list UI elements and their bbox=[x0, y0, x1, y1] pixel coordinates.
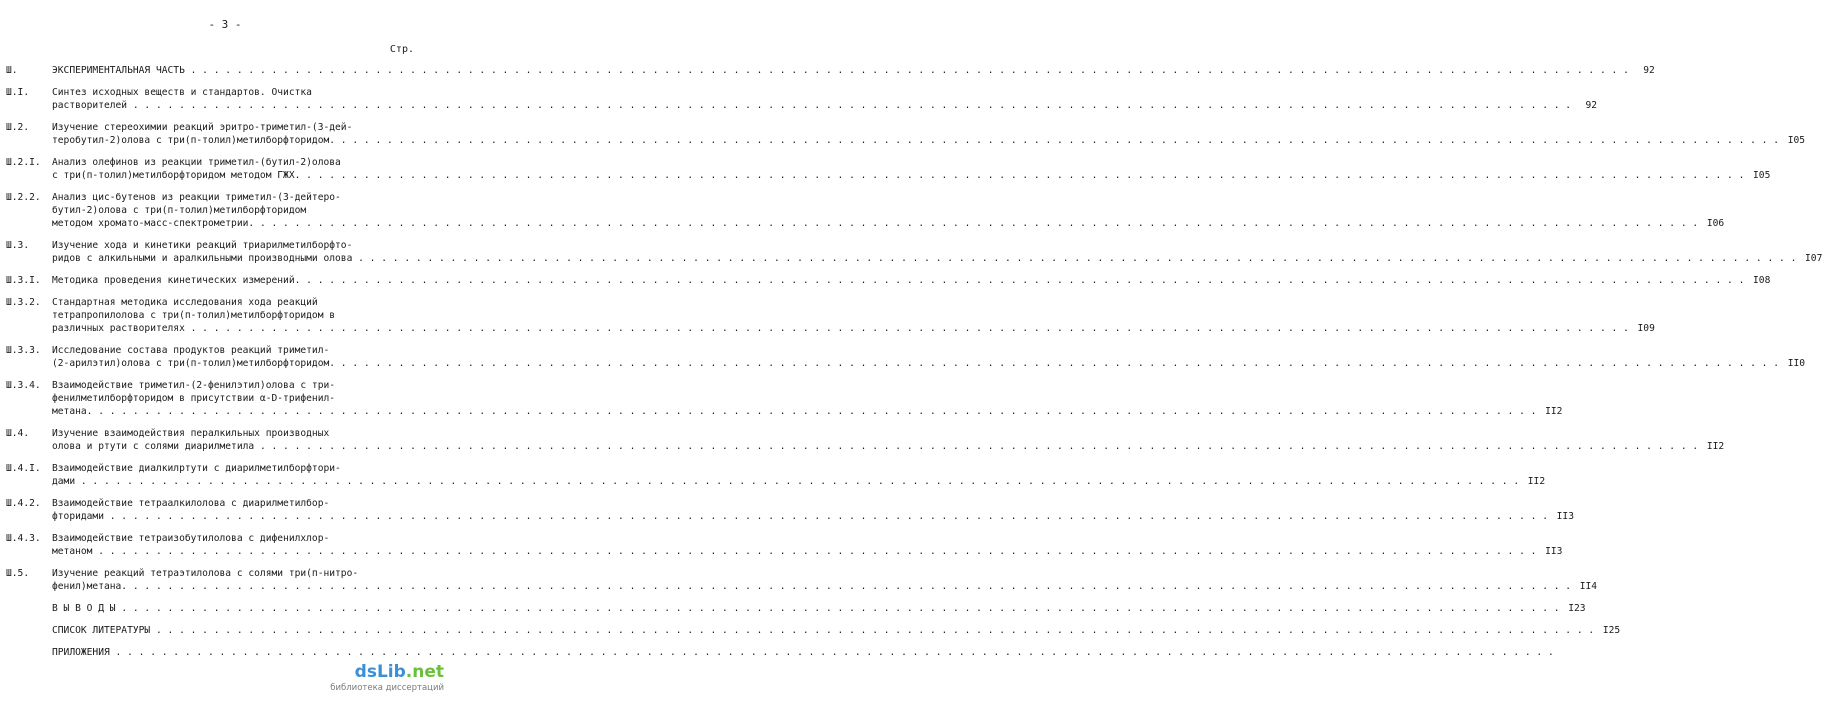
toc-entry bbox=[6, 379, 1563, 418]
toc-entry-page: II4 bbox=[1577, 580, 1597, 593]
toc-entry-text: методом хромато-масс-спектрометрии. . . . bbox=[52, 217, 1724, 230]
toc-entry-page: II2 bbox=[1542, 405, 1562, 418]
toc-entry-number: Ш. bbox=[6, 65, 18, 76]
toc-entry-page: I08 bbox=[1750, 274, 1770, 287]
toc-entry bbox=[6, 567, 1598, 593]
toc-entry-text: Взаимодействие тетраалкилолова с диарилметилбор- bbox=[52, 498, 330, 509]
toc-entry-number: Ш.2.2. bbox=[6, 192, 41, 203]
toc-entry bbox=[6, 239, 1822, 265]
toc-entry-page: II0 bbox=[1785, 357, 1805, 370]
toc-entry bbox=[6, 497, 1574, 523]
toc-entry bbox=[6, 296, 1655, 335]
toc-entry-text: метаном . . . bbox=[52, 545, 1562, 558]
toc-entry-text: Изучение хода и кинетики реакций триарилметилборфто- bbox=[52, 240, 353, 251]
toc-entry bbox=[6, 646, 420, 659]
toc-entry-text: ЭКСПЕРИМЕНТАЛЬНАЯ ЧАСТЬ . . . bbox=[52, 64, 1655, 77]
toc-entry-text: различных растворителях . . . bbox=[52, 322, 1655, 335]
toc-entry-number: Ш.3.3. bbox=[6, 345, 41, 356]
toc-entry bbox=[6, 532, 1563, 558]
toc-entry-number: Ш.3.2. bbox=[6, 297, 41, 308]
toc-entry-number: Ш.I. bbox=[6, 87, 30, 98]
toc-entry-text: Анализ олефинов из реакции триметил-(бутил-2)олова bbox=[52, 157, 341, 168]
toc-entry-text: фенил)метана. . . . bbox=[52, 580, 1597, 593]
toc-entry-number: Ш.2. bbox=[6, 122, 30, 133]
toc-entry-text: Стандартная методика исследования хода реакций bbox=[52, 297, 318, 308]
toc-entry-number: Ш.3.I. bbox=[6, 275, 41, 286]
toc-entry-number: Ш.3.4. bbox=[6, 380, 41, 391]
toc-entry bbox=[6, 344, 1806, 370]
toc-entry-text: бутил-2)олова с три(п-толил)метилборфторидом bbox=[52, 205, 307, 216]
toc-entry bbox=[6, 156, 1771, 182]
toc-entry-page: I25 bbox=[1600, 624, 1620, 637]
toc-entry-number bbox=[6, 602, 52, 615]
toc-entry bbox=[6, 86, 1598, 112]
toc-entry-text: теробутил-2)олова с три(п-толил)метилборфторидом. . . . bbox=[52, 134, 1805, 147]
watermark-badge[interactable] bbox=[330, 662, 444, 693]
toc-entry-text: В Ы В О Д Ы . . . bbox=[52, 602, 1586, 615]
toc-entry-text: Анализ цис-бутенов из реакции триметил-(3-дейтеро- bbox=[52, 192, 341, 203]
table-of-contents bbox=[6, 64, 1822, 668]
toc-entry-text: фторидами . . . bbox=[52, 510, 1574, 523]
toc-entry-page: I23 bbox=[1565, 602, 1585, 615]
toc-entry bbox=[6, 121, 1806, 147]
toc-entry-number bbox=[6, 646, 52, 659]
toc-entry-page: II3 bbox=[1542, 545, 1562, 558]
toc-entry-text: с три(п-толил)метилборфторидом методом ГЖХ. . . . bbox=[52, 169, 1770, 182]
page-number: - 3 - bbox=[208, 18, 242, 31]
toc-entry-page: II3 bbox=[1554, 510, 1574, 523]
toc-entry-page: I09 bbox=[1635, 322, 1655, 335]
toc-entry-page: 92 bbox=[1640, 64, 1655, 77]
toc-entry bbox=[6, 274, 1771, 287]
toc-entry-text: тетрапропилолова с три(п-толил)метилборфторидом в bbox=[52, 310, 336, 321]
toc-entry-page: I06 bbox=[1704, 217, 1724, 230]
toc-entry-number: Ш.3. bbox=[6, 240, 30, 251]
toc-entry-text: растворителей . . . bbox=[52, 99, 1597, 112]
page-column-header: Стр. bbox=[389, 44, 414, 55]
toc-entry-text: Изучение взаимодействия пералкильных производных bbox=[52, 428, 330, 439]
toc-entry-text: ПРИЛОЖЕНИЯ . . . bbox=[52, 646, 1580, 659]
toc-entry-number: Ш.4.3. bbox=[6, 533, 41, 544]
toc-entry-text: Взаимодействие тетраизобутилолова с дифенилхлор- bbox=[52, 533, 330, 544]
toc-entry-number: Ш.4.I. bbox=[6, 463, 41, 474]
toc-entry-number: Ш.2.I. bbox=[6, 157, 41, 168]
toc-entry-page: II2 bbox=[1525, 475, 1545, 488]
toc-entry-text: олова и ртути с солями диарилметила . . . bbox=[52, 440, 1724, 453]
toc-entry-page: I07 bbox=[1802, 252, 1822, 265]
toc-entry-number: Ш.4.2. bbox=[6, 498, 41, 509]
toc-entry-number: Ш.4. bbox=[6, 428, 30, 439]
toc-entry-text: дами . . . bbox=[52, 475, 1545, 488]
toc-entry-text: Взаимодействие триметил-(2-фенилэтил)олова с три- bbox=[52, 380, 336, 391]
watermark-logo-text: dsLib.net bbox=[354, 662, 444, 682]
toc-entry-text: Изучение стереохимии реакций эритро-триметил-(3-дей- bbox=[52, 122, 353, 133]
toc-entry bbox=[6, 427, 1725, 453]
watermark-tagline: библиотека диссертаций bbox=[330, 683, 444, 693]
toc-entry-text: Изучение реакций тетраэтилолова с солями три(п-нитро- bbox=[52, 568, 359, 579]
toc-entry bbox=[6, 64, 1655, 77]
toc-entry-text: Методика проведения кинетических измерений. . . . bbox=[52, 274, 1770, 287]
toc-entry-page: I05 bbox=[1785, 134, 1805, 147]
toc-entry-text: Исследование состава продуктов реакций триметил- bbox=[52, 345, 330, 356]
toc-entry bbox=[6, 191, 1725, 230]
toc-entry-text: (2-арилэтил)олова с три(п-толил)метилборфторидом. . . . bbox=[52, 357, 1805, 370]
toc-entry-page: 92 bbox=[1583, 99, 1598, 112]
toc-entry-text: ридов с алкильными и аралкильными производными олова . . . bbox=[52, 252, 1822, 265]
watermark-logo bbox=[330, 662, 444, 682]
toc-entry-page: I05 bbox=[1750, 169, 1770, 182]
toc-entry-text: СПИСОК ЛИТЕРАТУРЫ . . . bbox=[52, 624, 1620, 637]
toc-entry-text: Взаимодействие диалкилртути с диарилметилборфтори- bbox=[52, 463, 341, 474]
toc-entry-text: фенилметилборфторидом в присутствии α-D-трифенил- bbox=[52, 393, 336, 404]
toc-entry-text: Синтез исходных веществ и стандартов. Очистка bbox=[52, 87, 312, 98]
toc-entry bbox=[6, 462, 1546, 488]
toc-entry-page: II2 bbox=[1704, 440, 1724, 453]
toc-entry-number: Ш.5. bbox=[6, 568, 30, 579]
toc-entry-number bbox=[6, 624, 52, 637]
toc-entry-text: метана. . . . bbox=[52, 405, 1562, 418]
toc-entry bbox=[6, 602, 1586, 615]
toc-entry bbox=[6, 624, 1621, 637]
